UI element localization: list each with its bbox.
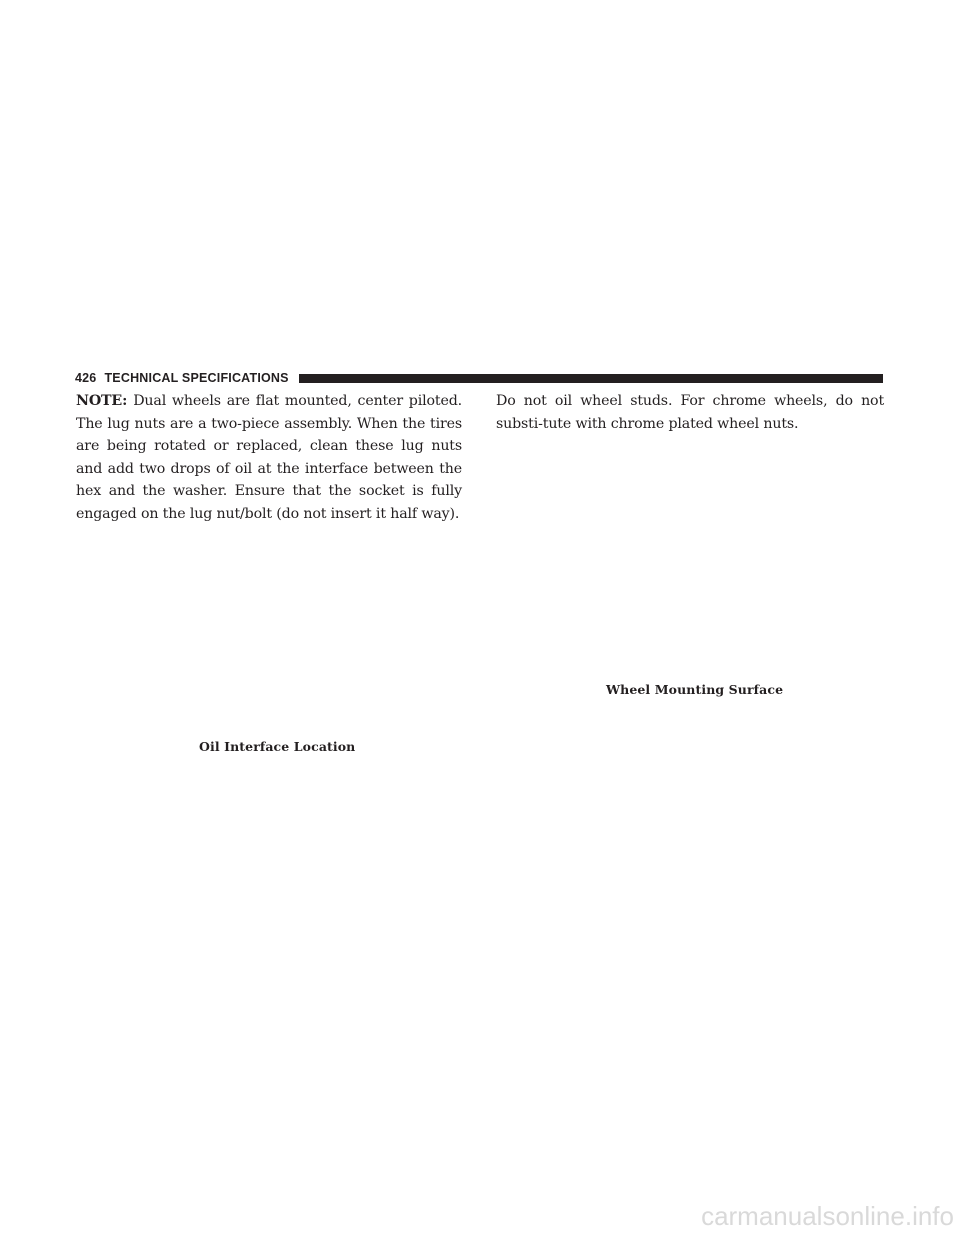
section-title: TECHNICAL SPECIFICATIONS [104, 371, 289, 385]
note-label: NOTE: [76, 393, 128, 409]
note-text: Dual wheels are flat mounted, center piloted. The lug nuts are a two-piece assembly. When the tires are being rotated or replaced, clean these lug nuts and add two drops of oil at the interface between the hex and the washer. Ensure that the socket is fully engaged on the lug nut/bolt (do not insert it half way). [76, 393, 462, 522]
watermark-url: carmanualsonline.info [701, 1201, 954, 1231]
note-paragraph [76, 390, 462, 525]
right-column [496, 390, 884, 435]
wheel-mounting-surface-caption: Wheel Mounting Surface [606, 682, 784, 697]
page-number: 426 [75, 371, 97, 385]
left-column [76, 390, 462, 525]
page-header [75, 368, 883, 388]
chrome-wheel-paragraph: Do not oil wheel studs. For chrome wheels, do not substi-tute with chrome plated wheel nuts. [496, 393, 884, 432]
oil-interface-location-caption: Oil Interface Location [199, 739, 356, 754]
header-rule [299, 374, 883, 383]
